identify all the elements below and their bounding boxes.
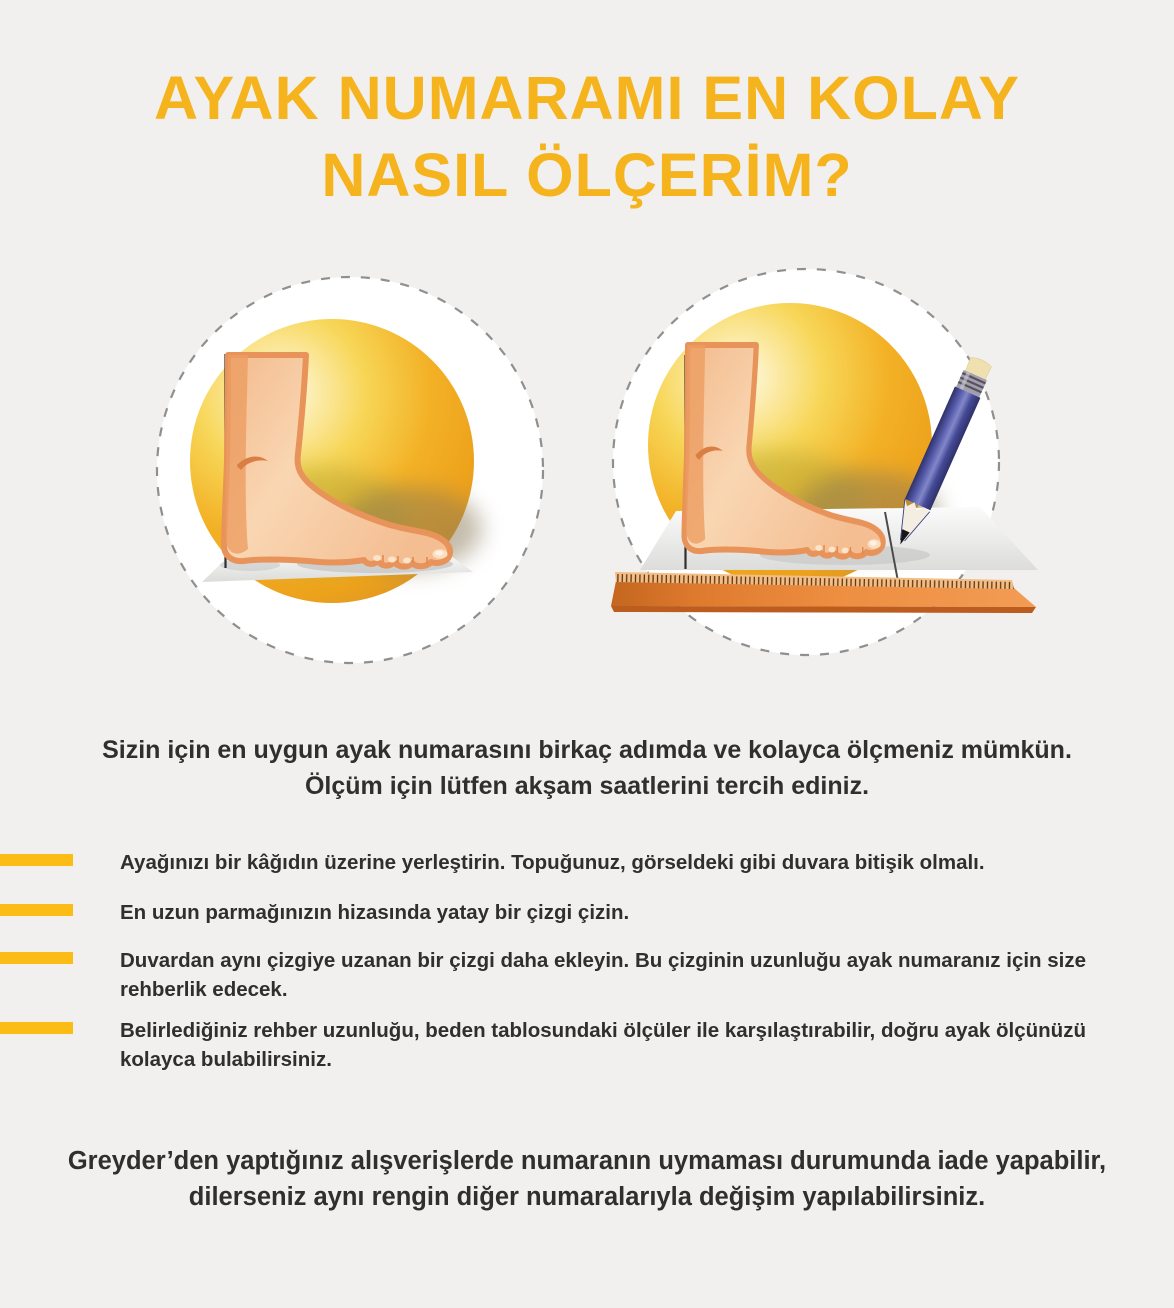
page-title	[0, 60, 1174, 214]
step-dash-icon	[0, 854, 73, 866]
step-text: Ayağınızı bir kâğıdın üzerine yerleştirin. Topuğunuz, görseldeki gibi duvara bitişik olmalı.	[120, 851, 985, 874]
step-dash-icon	[0, 904, 73, 916]
step-item-2	[0, 898, 1150, 927]
intro-line-1: Sizin için en uygun ayak numarasını birkaç adımda ve kolayca ölçmeniz mümkün.	[102, 736, 1072, 764]
step-dash-icon	[0, 1022, 73, 1034]
ruler-icon	[611, 572, 1036, 613]
footer-line-1: Greyder’den yaptığınız alışverişlerde numaranın uymaması durumunda iade yapabilir,	[67, 1147, 1107, 1175]
step-item-4	[0, 1016, 1150, 1074]
step-item-3	[0, 946, 1150, 1004]
step-dash-icon	[0, 952, 73, 964]
footer-line-2: dilerseniz aynı rengin diğer numaralarıyla değişim yapılabilirsiniz.	[188, 1182, 986, 1211]
step-text: Belirlediğiniz rehber uzunluğu, beden tablosundaki ölçüler ile karşılaştırabilir, doğru ayak ölçünüzü kolayca bulabilirsiniz.	[120, 1019, 1086, 1071]
foot-ruler-pencil-illustration	[590, 255, 1075, 685]
title-line-2: NASIL ÖLÇERİM?	[321, 141, 853, 209]
footer-text	[0, 1144, 1174, 1215]
intro-text	[0, 733, 1174, 804]
step-item-1	[0, 848, 1150, 877]
intro-line-2: Ölçüm için lütfen akşam saatlerini tercih ediniz.	[304, 771, 870, 800]
foot-wall-illustration	[140, 262, 560, 687]
title-line-1: AYAK NUMARAMI EN KOLAY	[154, 64, 1020, 132]
step-text: En uzun parmağınızın hizasında yatay bir çizgi çizin.	[120, 901, 630, 924]
step-text: Duvardan aynı çizgiye uzanan bir çizgi daha ekleyin. Bu çizginin uzunluğu ayak numaranız için size rehberlik edecek.	[120, 949, 1087, 1001]
